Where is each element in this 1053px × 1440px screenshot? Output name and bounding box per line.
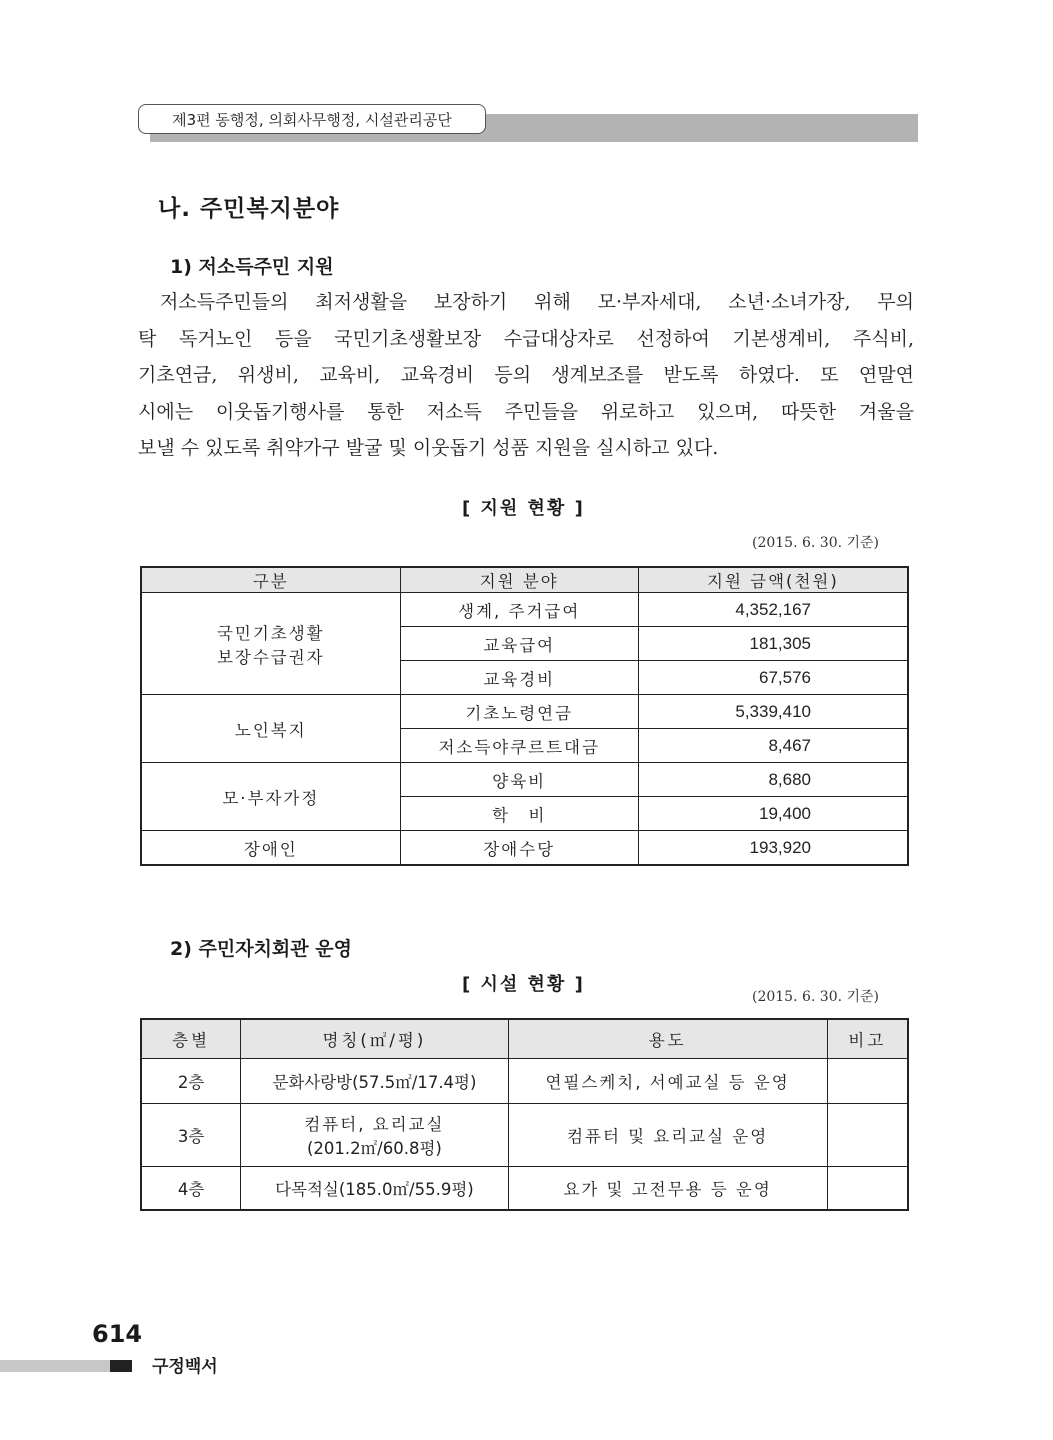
- footer-bar: [0, 1360, 110, 1372]
- category-cell: [141, 593, 400, 695]
- floor-cell: 4층: [141, 1167, 241, 1211]
- amount-cell: 5,339,410: [638, 695, 908, 729]
- table-row: [141, 763, 908, 797]
- note-cell: [827, 1167, 908, 1211]
- column-header: 지원 금액(천원): [638, 567, 908, 593]
- field-cell: 저소득야쿠르트대금: [400, 729, 638, 763]
- floor-cell: 3층: [141, 1104, 241, 1167]
- category-cell: 장애인: [141, 831, 400, 866]
- paragraph-line: 시에는 이웃돕기행사를 통한 저소득 주민들을 위로하고 있으며, 따뜻한 겨울을: [138, 400, 914, 423]
- table-row: [141, 695, 908, 729]
- note-cell: [827, 1059, 908, 1104]
- amount-cell: 193,920: [638, 831, 908, 866]
- table-row: [141, 1059, 908, 1104]
- support-status-table: [140, 566, 909, 866]
- body-paragraph: [138, 284, 914, 467]
- field-cell: 교육경비: [400, 661, 638, 695]
- chapter-tab: 제3편 동행정, 의회사무행정, 시설관리공단: [138, 104, 486, 134]
- category-cell: 노인복지: [141, 695, 400, 763]
- category-line: 보장수급권자: [216, 647, 325, 667]
- as-of-date: (2015. 6. 30. 기준): [752, 535, 880, 551]
- table-header-row: [141, 567, 908, 593]
- category-line: 국민기초생활: [216, 623, 325, 643]
- column-header: 명칭(㎡/평): [241, 1019, 508, 1059]
- subsection-title-1: 1) 저소득주민 지원: [170, 256, 334, 278]
- table-row: [141, 1167, 908, 1211]
- table-row: [141, 831, 908, 866]
- column-header: 층별: [141, 1019, 241, 1059]
- usage-cell: 컴퓨터 및 요리교실 운영: [508, 1104, 827, 1167]
- amount-cell: 8,467: [638, 729, 908, 763]
- table-header-row: [141, 1019, 908, 1059]
- field-cell: 양육비: [400, 763, 638, 797]
- facility-table-title: [ 시설 현황 ]: [462, 974, 585, 995]
- amount-cell: 19,400: [638, 797, 908, 831]
- facility-name-cell: 문화사랑방(57.5㎡/17.4평): [241, 1059, 508, 1104]
- column-header: 비고: [827, 1019, 908, 1059]
- section-title: 나. 주민복지분야: [158, 196, 340, 222]
- facility-name-cell: 다목적실(185.0㎡/55.9평): [241, 1167, 508, 1211]
- column-header: 용도: [508, 1019, 827, 1059]
- column-header: 지원 분야: [400, 567, 638, 593]
- amount-cell: 67,576: [638, 661, 908, 695]
- field-cell: 장애수당: [400, 831, 638, 866]
- facility-name-line: 컴퓨터, 요리교실: [304, 1115, 445, 1134]
- footer-marker: [110, 1360, 132, 1372]
- amount-cell: 4,352,167: [638, 593, 908, 627]
- usage-cell: 요가 및 고전무용 등 운영: [508, 1167, 827, 1211]
- floor-cell: 2층: [141, 1059, 241, 1104]
- amount-cell: 8,680: [638, 763, 908, 797]
- amount-cell: 181,305: [638, 627, 908, 661]
- field-cell: 생계, 주거급여: [400, 593, 638, 627]
- table-row: [141, 593, 908, 627]
- as-of-date: (2015. 6. 30. 기준): [752, 989, 880, 1005]
- note-cell: [827, 1104, 908, 1167]
- field-cell: 기초노령연금: [400, 695, 638, 729]
- paragraph-line: 기초연금, 위생비, 교육비, 교육경비 등의 생계보조를 받도록 하였다. 또 연말연: [138, 364, 914, 386]
- category-cell: 모·부자가정: [141, 763, 400, 831]
- column-header: 구분: [141, 567, 400, 593]
- field-cell: 교육급여: [400, 627, 638, 661]
- facility-name-line: (201.2㎡/60.8평): [306, 1139, 442, 1158]
- subsection-title-2: 2) 주민자치회관 운영: [170, 938, 352, 960]
- page-number: 614: [92, 1320, 143, 1348]
- paragraph-line: 탁 독거노인 등을 국민기초생활보장 수급대상자로 선정하여 기본생계비, 주식비,: [138, 327, 914, 350]
- facility-status-table: [140, 1018, 909, 1211]
- table-row: [141, 1104, 908, 1167]
- paragraph-line: 저소득주민들의 최저생활을 보장하기 위해 모·부자세대, 소년·소녀가장, 무의: [160, 291, 914, 313]
- usage-cell: 연필스케치, 서예교실 등 운영: [508, 1059, 827, 1104]
- field-cell: 학 비: [400, 797, 638, 831]
- facility-name-cell: [241, 1104, 508, 1167]
- support-table-title: [ 지원 현황 ]: [462, 498, 585, 519]
- paragraph-line: 보낼 수 있도록 취약가구 발굴 및 이웃돕기 성품 지원을 실시하고 있다.: [138, 437, 719, 459]
- book-title: 구정백서: [152, 1357, 218, 1377]
